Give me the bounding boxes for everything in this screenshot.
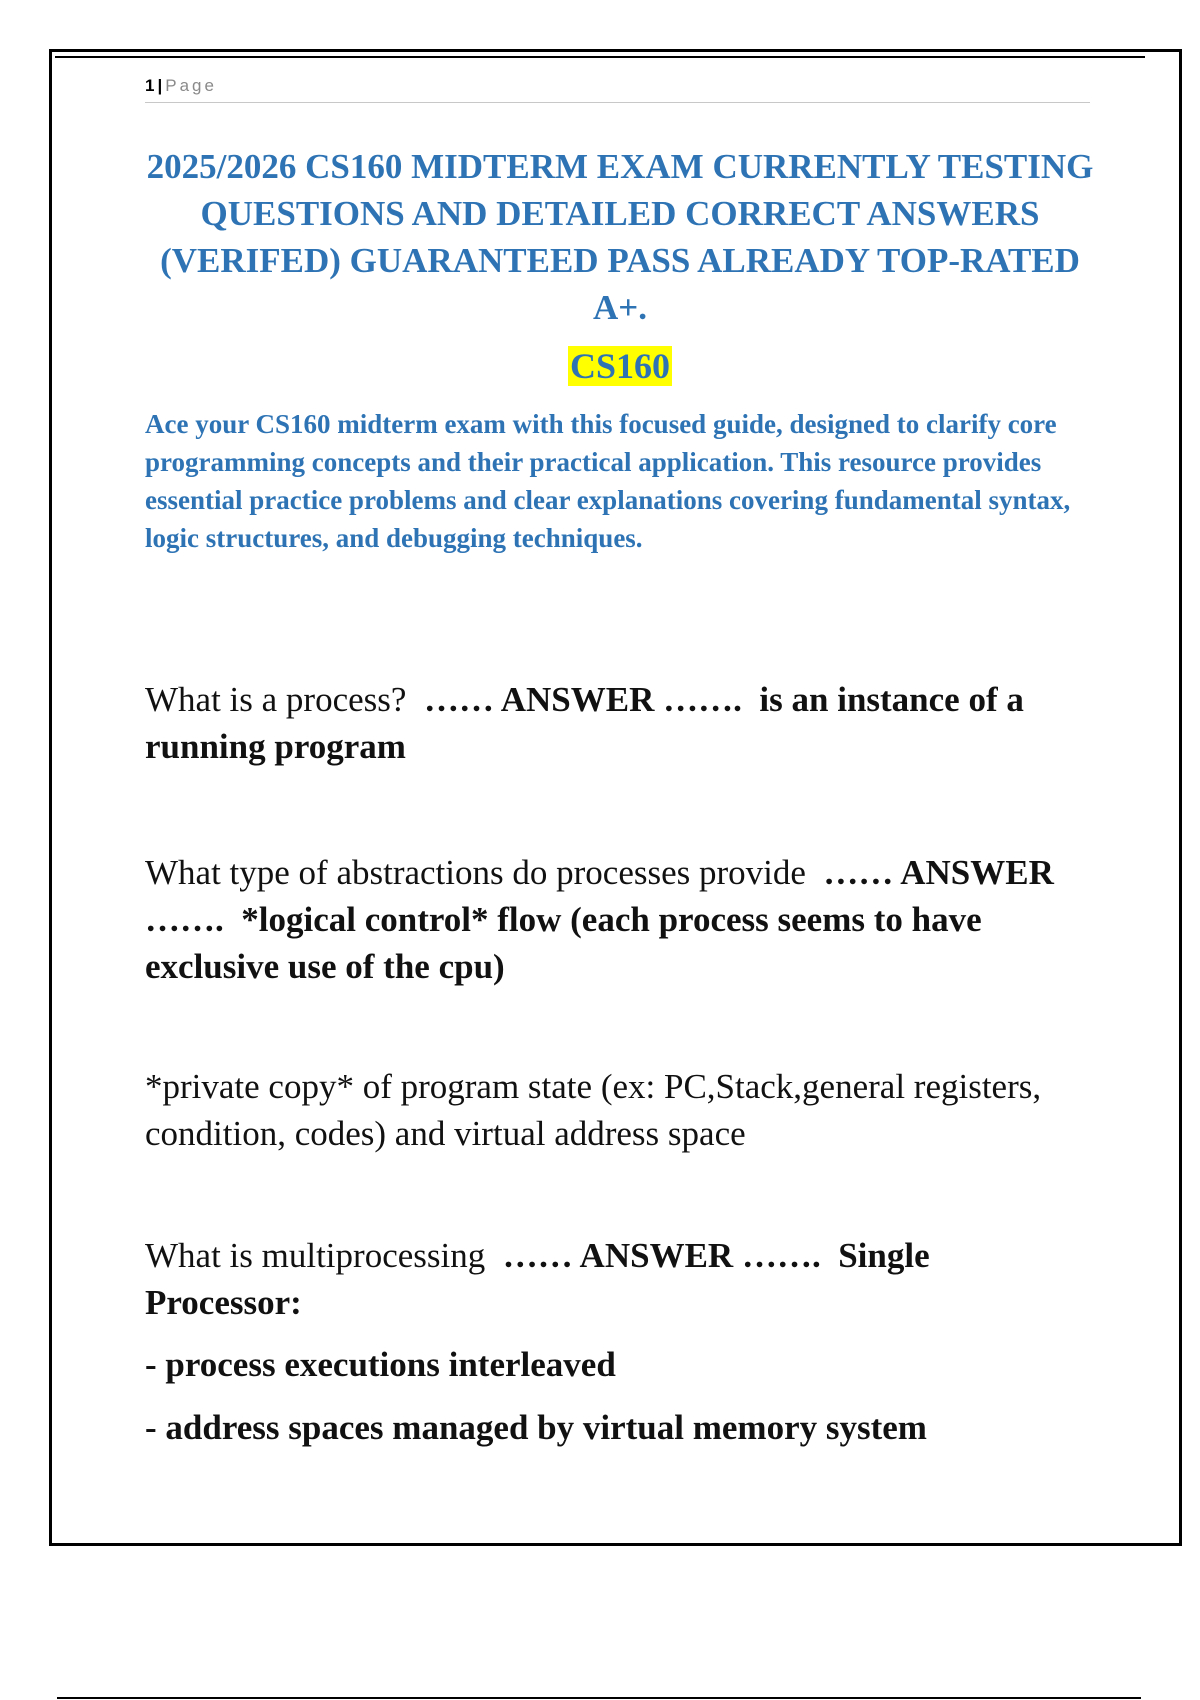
- qa-answer: is an instance of a running program: [145, 680, 1024, 766]
- page-header: [145, 74, 1090, 103]
- bullet-item: - process executions interleaved: [145, 1345, 616, 1384]
- qa-answer-marker: …… ANSWER …….: [423, 680, 742, 719]
- document-title: 2025/2026 CS160 MIDTERM EXAM CURRENTLY TESTING QUESTIONS AND DETAILED CORRECT ANSWERS (VERIFED) GUARANTEED PASS ALREADY TOP-RATED A+.: [146, 147, 1094, 327]
- qa-question: What is multiprocessing: [145, 1236, 486, 1275]
- course-code-container: [140, 344, 1100, 388]
- bottom-rule: [57, 1697, 1141, 1699]
- qa-question: What type of abstractions do processes provide: [145, 853, 806, 892]
- qa-question: What is a process?: [145, 680, 407, 719]
- qa-answer: Single Processor:: [145, 1236, 930, 1322]
- qa-answer: *logical control* flow (each process seems to have exclusive use of the cpu): [145, 900, 982, 986]
- qa-item-3: [145, 1232, 1095, 1326]
- course-code-highlight: CS160: [569, 346, 671, 386]
- qa-item-1: [145, 676, 1095, 770]
- qa-item-2: [145, 849, 1095, 990]
- intro-paragraph: Ace your CS160 midterm exam with this focused guide, designed to clarify core programming concepts and their practical application. This resource provides essential practice problems and clear explanations covering fundamental syntax, logic structures, and debugging techniques.: [145, 409, 1071, 553]
- qa-answer-marker: …… ANSWER …….: [145, 853, 1054, 939]
- answer-continuation: *private copy* of program state (ex: PC,Stack,general registers, condition, codes) and virtual address space: [145, 1067, 1042, 1153]
- page-header-word: Page: [165, 76, 217, 95]
- page-header-separator: |: [157, 76, 163, 95]
- qa-answer-marker: …… ANSWER …….: [502, 1236, 821, 1275]
- page-number: 1: [145, 76, 155, 95]
- bullet-item: - address spaces managed by virtual memory system: [145, 1408, 927, 1447]
